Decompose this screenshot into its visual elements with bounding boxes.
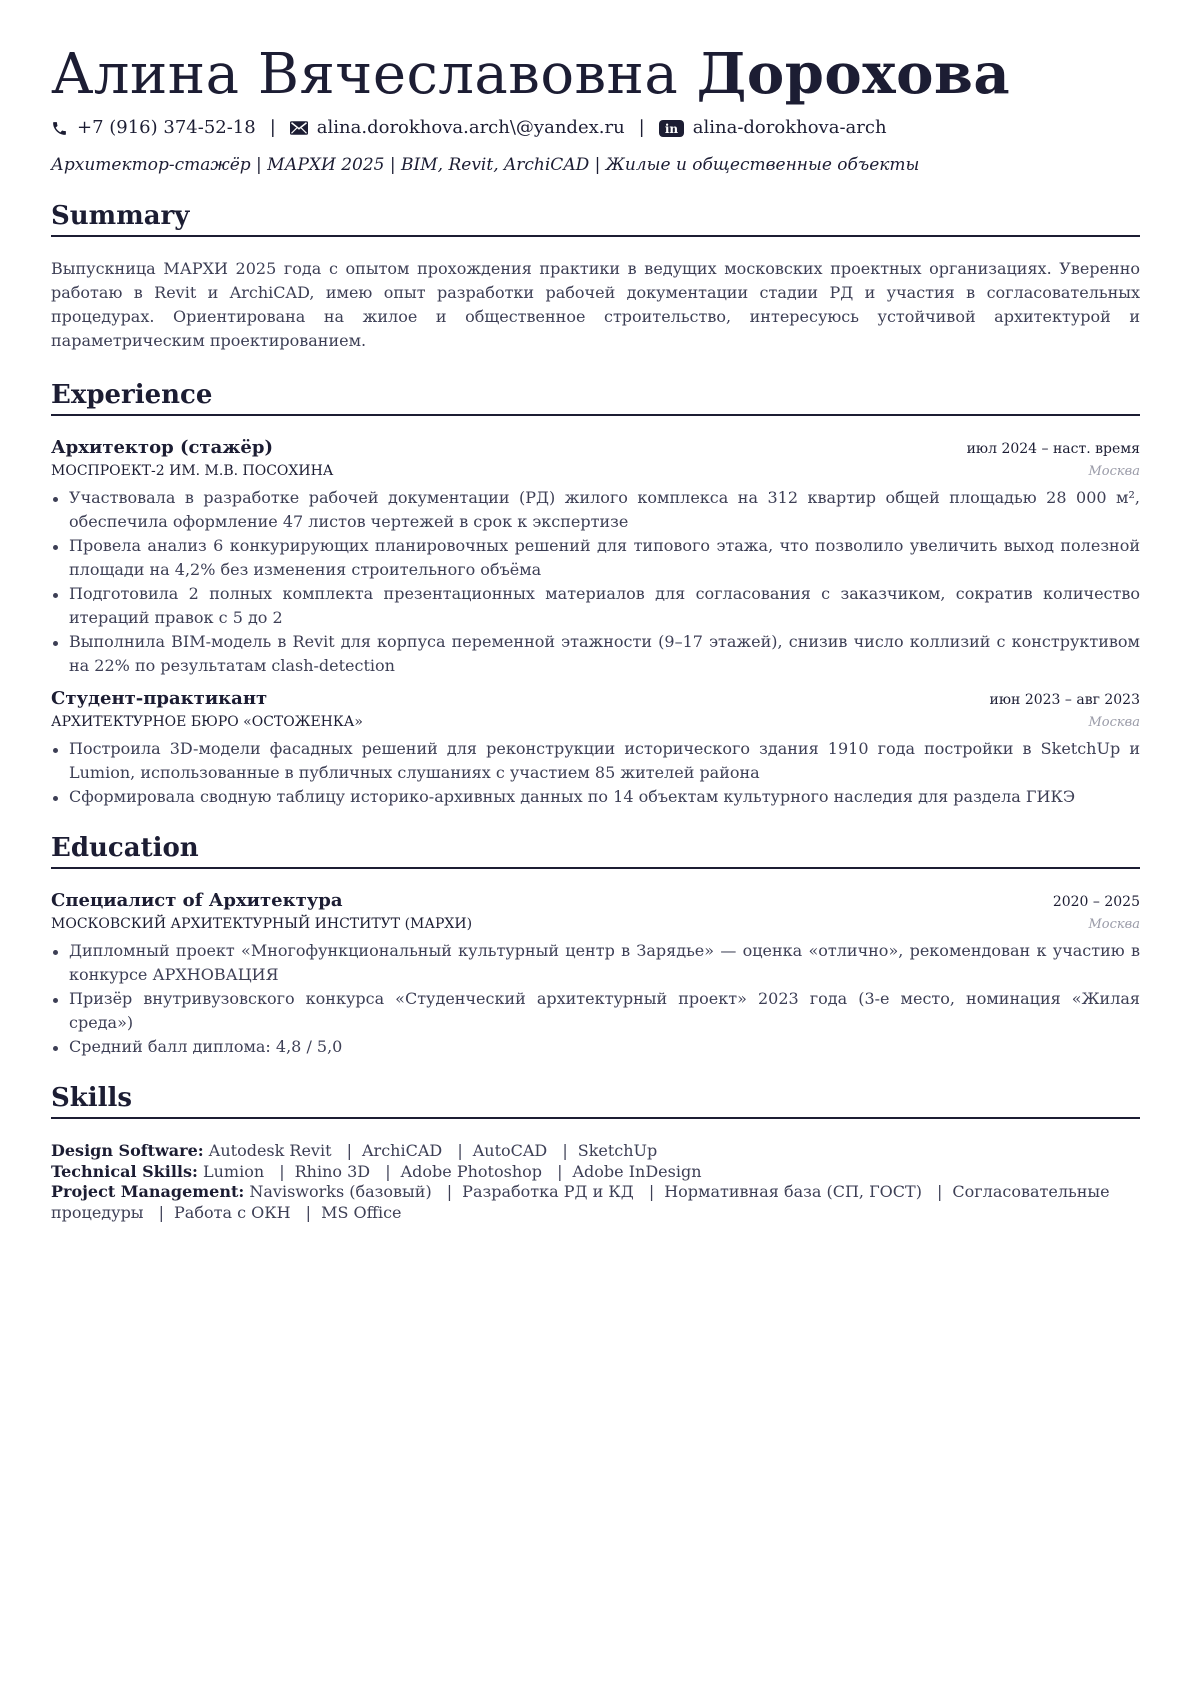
skill-separator: | xyxy=(346,1141,352,1160)
list-item: Сформировала сводную таблицу историко-архивных данных по 14 объектам культурного наследия для раздела ГИКЭ xyxy=(51,785,1140,809)
list-item: Средний балл диплома: 4,8 / 5,0 xyxy=(51,1035,1140,1059)
skill-separator: | xyxy=(562,1141,568,1160)
bullet-list xyxy=(51,486,1140,678)
skill-item: Navisworks (базовый) xyxy=(249,1182,432,1201)
contact-line xyxy=(51,115,1140,141)
entry-date: июн 2023 – авг 2023 xyxy=(989,692,1140,708)
list-item: Выполнила BIM-модель в Revit для корпуса переменной этажности (9–17 этажей), снизив число коллизий с конструктивом на 22% по результатам clash-detection xyxy=(51,630,1140,678)
contact-linkedin[interactable] xyxy=(659,115,887,141)
skill-item: Lumion xyxy=(202,1161,265,1181)
skill-item: AutoCAD xyxy=(472,1141,548,1160)
skill-category: Project Management: xyxy=(51,1182,245,1201)
skill-separator: | xyxy=(158,1202,165,1222)
skill-item: Работа с ОКН xyxy=(174,1202,291,1222)
bullet-list xyxy=(51,939,1140,1059)
envelope-icon xyxy=(290,121,308,135)
list-item: Провела анализ 6 конкурирующих планировочных решений для типового этажа, что позволило увеличить выход полезной площади на 4,2% без изменения строительного объёма xyxy=(51,534,1140,582)
section-title-skills: Skills xyxy=(51,1081,1140,1119)
education-section xyxy=(51,831,1140,1059)
contact-phone[interactable] xyxy=(51,115,256,141)
entry-location: Москва xyxy=(1088,715,1140,730)
section-title-summary: Summary xyxy=(51,199,1140,237)
contact-separator: | xyxy=(638,117,645,138)
skill-item: Нормативная база (СП, ГОСТ) xyxy=(664,1182,922,1201)
skill-row xyxy=(51,1141,1140,1162)
full-name xyxy=(51,38,1140,111)
list-item: Участвовала в разработке рабочей документации (РД) жилого комплекса на 312 квартир общей площадью 28 000 м², обеспечила оформление 47 листов чертежей в срок к экспертизе xyxy=(51,486,1140,534)
list-item: Подготовила 2 полных комплекта презентационных материалов для согласования с заказчиком, сократив количество итераций правок с 5 до 2 xyxy=(51,582,1140,630)
contact-separator: | xyxy=(269,117,276,138)
skill-separator: | xyxy=(446,1182,453,1201)
skill-item: SketchUp xyxy=(577,1141,658,1160)
skill-row xyxy=(51,1162,1140,1183)
summary-text: Выпускница МАРХИ 2025 года с опытом прохождения практики в ведущих московских проектных организациях. Уверенно работаю в Revit и ArchiCAD, имею опыт разработки рабочей документации стадии РД и участия в согласовательных процедурах. Ориентирована на жилое и общественное строительство, интересуюсь устойчивой архитектурой и параметрическим проектированием. xyxy=(51,259,1140,350)
linkedin-badge-text: in xyxy=(664,121,678,136)
entry-degree: Специалист of Архитектура xyxy=(51,890,343,911)
entry-role: Архитектор (стажёр) xyxy=(51,437,273,458)
skill-item: MS Office xyxy=(321,1202,402,1222)
experience-entry xyxy=(51,436,1140,678)
skill-item: Adobe Photoshop xyxy=(400,1161,542,1181)
linkedin-handle: alina-dorokhova-arch xyxy=(692,117,887,138)
list-item: Построила 3D-модели фасадных решений для реконструкции исторического здания 1910 года постройки в SketchUp и Lumion, использованные в публичных слушаниях с участием 85 жителей района xyxy=(51,737,1140,785)
skill-separator: | xyxy=(457,1141,463,1160)
first-names: Алина Вячеславовна xyxy=(51,42,679,107)
phone-icon xyxy=(51,120,68,137)
phone-number: +7 (916) 374-52-18 xyxy=(77,117,256,138)
entry-role: Студент-практикант xyxy=(51,688,268,709)
linkedin-icon xyxy=(659,120,684,137)
section-title-education: Education xyxy=(51,831,1140,869)
entry-organization: МОСПРОЕКТ-2 ИМ. М.В. ПОСОХИНА xyxy=(51,463,334,479)
skill-separator: | xyxy=(557,1161,563,1181)
entry-institution: МОСКОВСКИЙ АРХИТЕКТУРНЫЙ ИНСТИТУТ (МАРХИ) xyxy=(51,916,473,932)
entry-location: Москва xyxy=(1088,917,1140,932)
skill-item: Rhino 3D xyxy=(294,1161,371,1181)
contact-email[interactable] xyxy=(290,115,625,141)
skill-separator: | xyxy=(937,1182,943,1201)
skill-category: Design Software: xyxy=(51,1141,204,1160)
skill-separator: | xyxy=(279,1161,285,1181)
skills-section xyxy=(51,1081,1140,1223)
experience-entry xyxy=(51,687,1140,809)
summary-section xyxy=(51,199,1140,353)
skill-item: Согласовательные процедуры xyxy=(51,1182,1110,1222)
resume-header xyxy=(51,38,1140,177)
tagline: Архитектор-стажёр | МАРХИ 2025 | BIM, Revit, ArchiCAD | Жилые и общественные объекты xyxy=(51,155,920,175)
skill-item: Autodesk Revit xyxy=(208,1141,332,1160)
entry-date: июл 2024 – наст. время xyxy=(966,441,1140,457)
skill-item: Разработка РД и КД xyxy=(462,1182,634,1201)
skill-separator: | xyxy=(385,1161,391,1181)
skill-row xyxy=(51,1182,1140,1223)
section-title-experience: Experience xyxy=(51,378,1140,416)
email-address: alina.dorokhova.arch\@yandex.ru xyxy=(316,117,625,138)
skill-separator: | xyxy=(648,1182,655,1201)
entry-organization: АРХИТЕКТУРНОЕ БЮРО «ОСТОЖЕНКА» xyxy=(51,714,363,730)
bullet-list xyxy=(51,737,1140,809)
list-item: Призёр внутривузовского конкурса «Студенческий архитектурный проект» 2023 года (3-е место, номинация «Жилая среда») xyxy=(51,987,1140,1035)
skill-separator: | xyxy=(305,1202,312,1222)
skill-item: ArchiCAD xyxy=(362,1141,443,1160)
skill-category: Technical Skills: xyxy=(51,1161,198,1181)
entry-location: Москва xyxy=(1088,464,1140,479)
skills-list xyxy=(51,1141,1140,1223)
experience-section xyxy=(51,378,1140,809)
education-entry xyxy=(51,889,1140,1059)
entry-date: 2020 – 2025 xyxy=(1052,894,1140,910)
skill-item: Adobe InDesign xyxy=(572,1161,702,1181)
last-name: Дорохова xyxy=(696,41,1011,107)
list-item: Дипломный проект «Многофункциональный культурный центр в Зарядье» — оценка «отлично», рекомендован к участию в конкурсе АРХНОВАЦИЯ xyxy=(51,939,1140,987)
